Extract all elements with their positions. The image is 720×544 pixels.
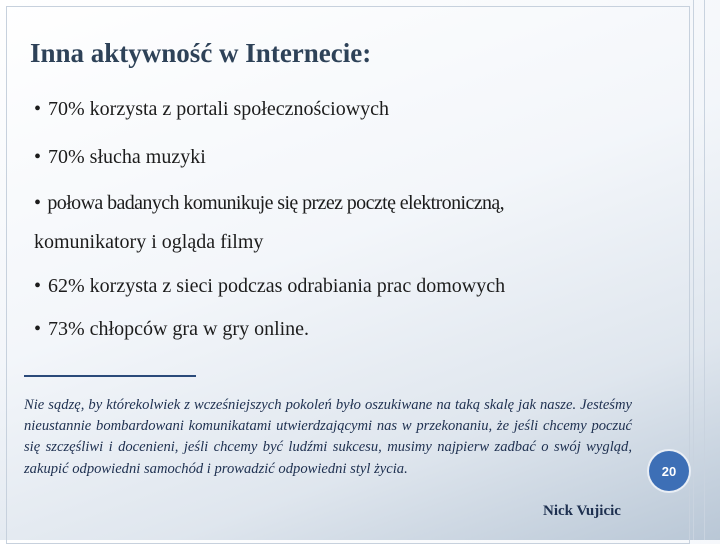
slide-title: Inna aktywność w Internecie: <box>30 38 372 68</box>
bullet-dot: • <box>34 146 42 168</box>
quote-author: Nick Vujicic <box>543 503 621 519</box>
bullet-text: połowa badanych komunikuje się przez pocztę elektroniczną, <box>47 192 505 214</box>
footnote-rule <box>24 375 196 377</box>
bullet-item <box>34 192 504 215</box>
bullet-dot: • <box>34 192 41 214</box>
right-rule <box>704 0 705 540</box>
bullet-dot: • <box>34 318 42 340</box>
bullet-text: 70% korzysta z portali społecznościowych <box>48 98 390 120</box>
bullet-item <box>34 275 505 298</box>
bullet-dot: • <box>34 275 42 297</box>
bullet-text: 73% chłopców gra w gry online. <box>48 318 310 340</box>
right-rule <box>693 0 694 540</box>
bullet-text: 62% korzysta z sieci podczas odrabiania prac domowych <box>48 275 506 297</box>
page-number-badge: 20 <box>649 451 689 491</box>
bullet-item <box>34 146 206 169</box>
bullet-text: 70% słucha muzyki <box>48 146 206 168</box>
quote-text: Nie sądzę, by którekolwiek z wcześniejszych pokoleń było oszukiwane na taką skalę jak nasze. Jesteśmy nieustannie bombardowani komunikatami utwierdzającymi nas w przekonaniu, że jeśli chcemy poczuć się szczęśliwi i docenieni, jeśli chcemy być ludźmi sukcesu, musimy najpierw zadbać o swój wygląd, zakupić odpowiedni samochód i prowadzić odpowiedni styl życia. <box>24 397 632 477</box>
bullet-dot: • <box>34 98 42 120</box>
bullet-item <box>34 318 309 341</box>
bullet-continuation: komunikatory i ogląda filmy <box>34 231 264 253</box>
bullet-item <box>34 98 389 121</box>
